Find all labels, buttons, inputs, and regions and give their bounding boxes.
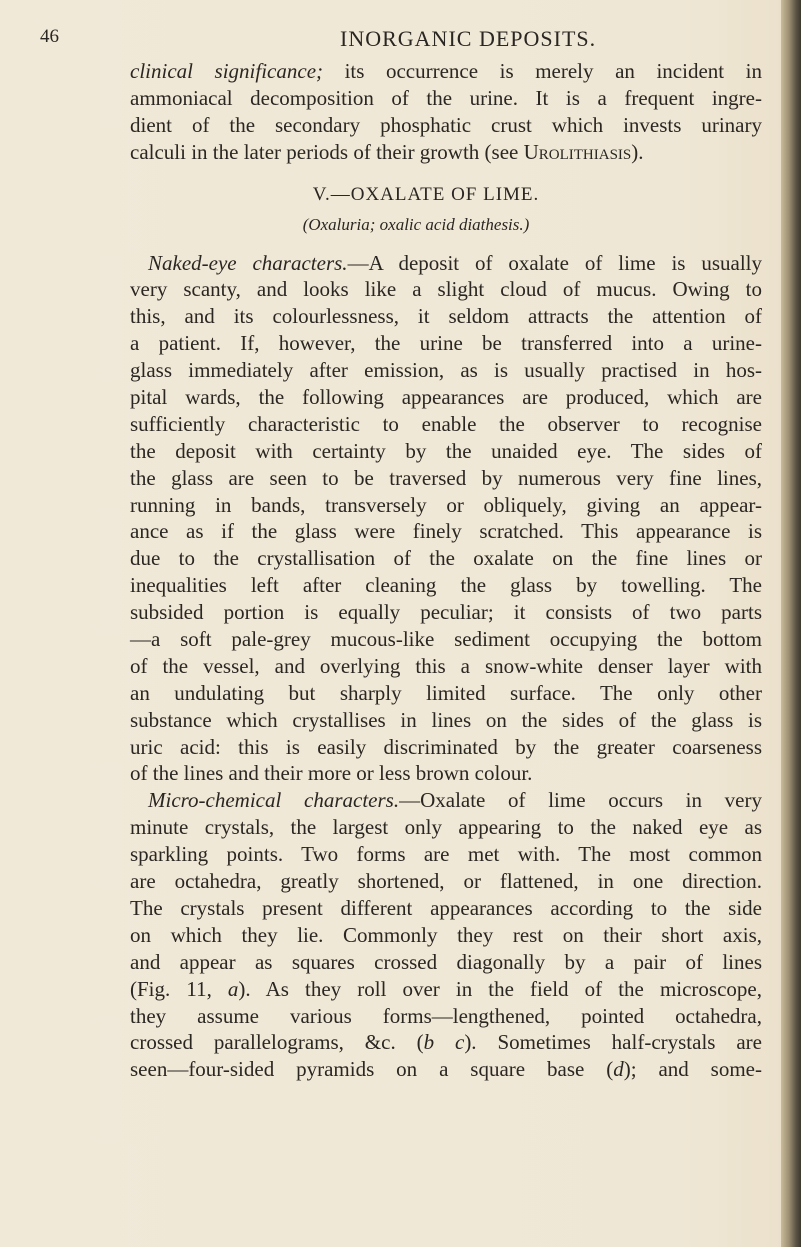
page-gutter-shadow — [781, 0, 801, 1247]
text-line: and appear as squares crossed diagonally by a pair of lines — [130, 949, 762, 974]
text-line: running in bands, transversely or obliquely, giving an appear- — [130, 492, 762, 517]
text-line: Naked-eye characters.—A deposit of oxalate of lime is usually — [148, 250, 763, 275]
text-line: seen—four-sided pyramids on a square base (d); and some- — [130, 1057, 762, 1082]
text-line: very scanty, and looks like a slight cloud of mucus. Owing to — [130, 277, 762, 302]
subheading: Naked-eye characters. — [148, 250, 348, 275]
section-subtitle: (Oxaluria; oxalic acid diathesis.) — [302, 214, 530, 234]
body-text — [130, 58, 762, 1083]
text-line: sparkling points. Two forms are met with. The most common — [130, 842, 762, 867]
text-line: pital wards, the following appearances are produced, which are — [130, 385, 762, 410]
text-line: they assume various forms—lengthened, pointed octahedra, — [130, 1003, 762, 1028]
figure-label: a — [227, 976, 239, 1001]
text-line: of the lines and their more or less brown colour. — [130, 761, 533, 786]
running-head: INORGANIC DEPOSITS. — [340, 26, 597, 51]
text-line: glass immediately after emission, as is usually practised in hos- — [130, 358, 762, 383]
text-line: calculi in the later periods of their growth (see Urolithiasis). — [130, 139, 644, 164]
text-line: subsided portion is equally peculiar; it consists of two parts — [130, 600, 762, 625]
section-title: V.—OXALATE OF LIME. — [312, 183, 540, 205]
text-line: Micro-chemical characters.—Oxalate of lime occurs in very — [148, 788, 762, 813]
text-line: (Fig. 11, a). As they roll over in the field of the microscope, — [130, 976, 762, 1001]
text-line: minute crystals, the largest only appearing to the naked eye as — [130, 815, 762, 840]
text-line: clinical significance; its occurrence is merely an incident in — [130, 59, 762, 83]
text-line: this, and its colourlessness, it seldom attracts the attention of — [130, 304, 762, 329]
text-line: crossed parallelograms, &c. (b c). Sometimes half-crystals are — [130, 1030, 762, 1055]
text-line: due to the crystallisation of the oxalate on the fine lines or — [130, 546, 762, 571]
text-line: the deposit with certainty by the unaided eye. The sides of — [130, 438, 762, 463]
text-line: —a soft pale-grey mucous-like sediment occupying the bottom — [130, 627, 762, 652]
text-line: of the vessel, and overlying this a snow-white denser layer with — [130, 653, 762, 678]
text-line: The crystals present different appearances according to the side — [130, 895, 762, 920]
text-line: dient of the secondary phosphatic crust which invests urinary — [130, 112, 762, 137]
text-line: the glass are seen to be traversed by numerous very fine lines, — [130, 465, 762, 490]
figure-label: b c — [423, 1030, 465, 1055]
text-line: sufficiently characteristic to enable the observer to recognise — [130, 411, 762, 436]
text-line: a patient. If, however, the urine be transferred into a urine- — [130, 331, 762, 356]
page-header — [40, 26, 600, 54]
figure-label: d — [613, 1057, 624, 1082]
text-line: on which they lie. Commonly they rest on their short axis, — [130, 922, 762, 947]
text-line: substance which crystallises in lines on the sides of the glass is — [130, 707, 762, 732]
text-line: are octahedra, greatly shortened, or flattened, in one direction. — [130, 869, 762, 894]
text-line: ance as if the glass were finely scratched. This appearance is — [130, 519, 762, 544]
subheading: Micro-chemical characters. — [148, 788, 400, 813]
text-line: an undulating but sharply limited surface. The only other — [130, 680, 762, 705]
text-line: uric acid: this is easily discriminated by the greater coarseness — [130, 734, 762, 759]
page-number: 46 — [40, 26, 59, 47]
cross-reference: Urolithiasis — [523, 139, 632, 164]
text-line: inequalities left after cleaning the glass by towelling. The — [130, 573, 762, 598]
text-line: ammoniacal decomposition of the urine. It is a frequent ingre- — [130, 85, 762, 110]
